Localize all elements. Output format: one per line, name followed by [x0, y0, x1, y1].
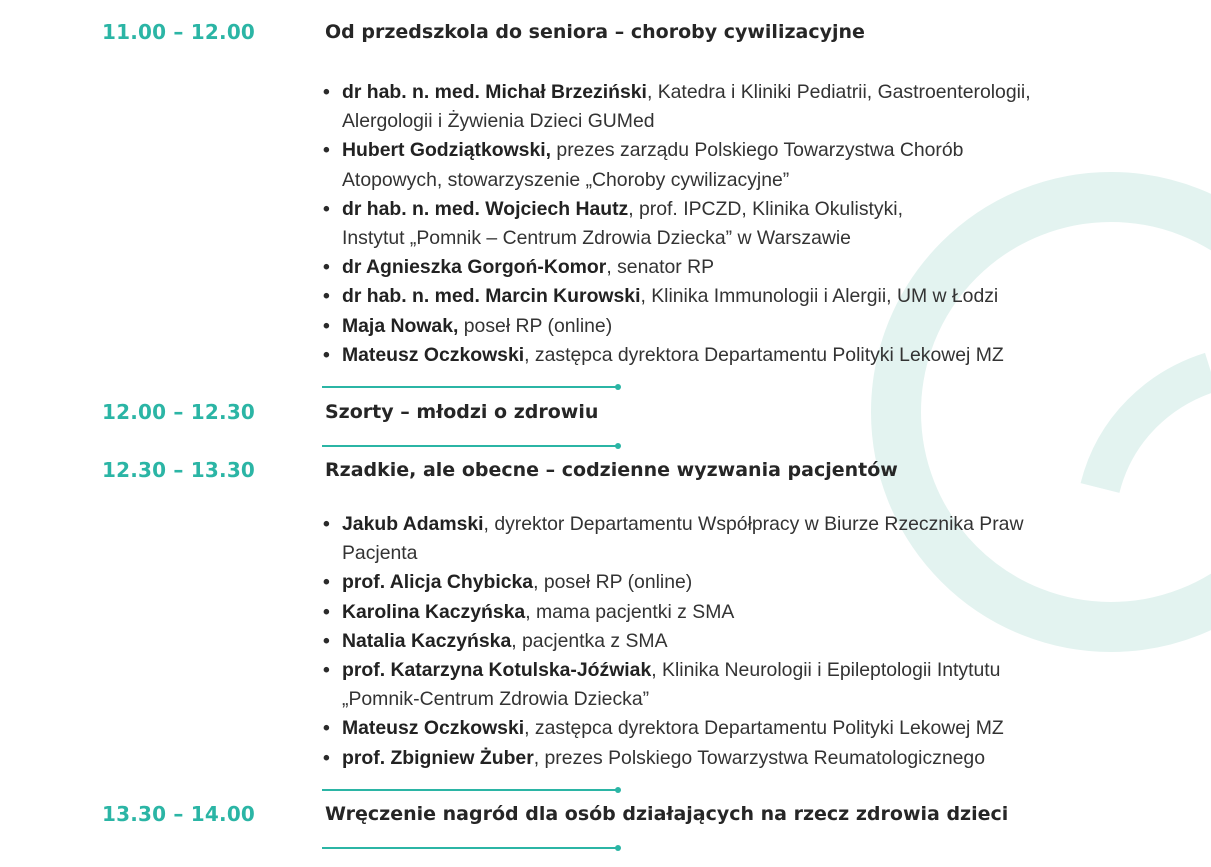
speaker-item [322, 714, 1122, 743]
speaker-list [322, 510, 1122, 773]
bullet-icon: • [323, 717, 330, 740]
speaker-name: Maja Nowak, [342, 314, 459, 337]
bullet-icon: • [323, 513, 330, 535]
speaker-item [322, 195, 1122, 253]
bullet-icon: • [323, 571, 330, 594]
bullet-icon: • [323, 659, 330, 682]
speaker-description: , zastępca dyrektora Departamentu Polityki Lekowej MZ [524, 343, 1004, 366]
session-title: Wręczenie nagród dla osób działających na rzecz zdrowia dzieci [325, 803, 1009, 825]
speaker-description: , pacjentka z SMA [511, 629, 668, 652]
divider-dot [615, 443, 621, 449]
bullet-icon: • [323, 285, 330, 308]
speaker-description-continued: Instytut „Pomnik – Centrum Zdrowia Dziecka” w Warszawie [342, 227, 851, 250]
speaker-item [322, 78, 1122, 136]
speaker-item [322, 510, 1122, 568]
speaker-name: prof. Alicja Chybicka [342, 571, 534, 594]
speaker-name: dr hab. n. med. Wojciech Hautz [342, 197, 629, 220]
bullet-icon: • [323, 139, 330, 162]
bullet-icon: • [323, 197, 330, 220]
section-divider [322, 445, 618, 447]
speaker-item [322, 598, 1122, 627]
bullet-icon: • [323, 746, 330, 769]
speaker-item [322, 253, 1122, 282]
speaker-description: , senator RP [606, 256, 715, 279]
speaker-description-continued: Alergologii i Żywienia Dzieci GUMed [342, 110, 655, 133]
bullet-icon: • [323, 600, 330, 623]
session-title: Od przedszkola do seniora – choroby cywilizacyjne [325, 21, 865, 43]
speaker-description: , prof. IPCZD, Klinika Okulistyki, [628, 197, 903, 220]
speaker-item [322, 312, 1122, 341]
bullet-icon: • [323, 314, 330, 337]
speaker-item [322, 627, 1122, 656]
section-divider [322, 789, 618, 791]
speaker-item [322, 568, 1122, 597]
speaker-name: Mateusz Oczkowski [342, 717, 525, 740]
bullet-icon: • [323, 629, 330, 652]
speaker-item [322, 744, 1122, 773]
divider-dot [615, 384, 621, 390]
speaker-name: Mateusz Oczkowski [342, 343, 525, 366]
divider-dot [615, 845, 621, 851]
speaker-description: , Klinika Neurologii i Epileptologii Intytutu [651, 659, 1001, 682]
speaker-description-continued: „Pomnik-Centrum Zdrowia Dziecka” [342, 688, 650, 711]
bullet-icon: • [323, 343, 330, 366]
section-divider [322, 847, 618, 849]
speaker-name: dr hab. n. med. Marcin Kurowski [342, 285, 641, 308]
speaker-name: Jakub Adamski [342, 513, 484, 535]
speaker-description: poseł RP (online) [458, 314, 613, 337]
speaker-item [322, 341, 1122, 370]
session-title: Rzadkie, ale obecne – codzienne wyzwania pacjentów [325, 459, 898, 481]
speaker-name: Karolina Kaczyńska [342, 600, 526, 623]
speaker-description-continued: Pacjenta [342, 542, 418, 565]
bullet-icon: • [323, 81, 330, 103]
speaker-item [322, 282, 1122, 311]
session-title: Szorty – młodzi o zdrowiu [325, 401, 599, 423]
bullet-icon: • [323, 256, 330, 279]
speaker-description: , prezes Polskiego Towarzystwa Reumatologicznego [533, 746, 985, 769]
session-time: 12.30 – 13.30 [102, 458, 256, 482]
speaker-description: , zastępca dyrektora Departamentu Polityki Lekowej MZ [524, 717, 1004, 740]
speaker-item [322, 656, 1122, 714]
speaker-description: , Katedra i Kliniki Pediatrii, Gastroenterologii, [646, 81, 1031, 103]
session-time: 13.30 – 14.00 [102, 802, 256, 826]
speaker-list [322, 78, 1122, 370]
speaker-name: prof. Zbigniew Żuber [342, 746, 534, 769]
section-divider [322, 386, 618, 388]
session-time: 12.00 – 12.30 [102, 400, 256, 424]
speaker-description: , poseł RP (online) [533, 571, 693, 594]
speaker-description: prezes zarządu Polskiego Towarzystwa Chorób [551, 139, 964, 162]
speaker-description: , mama pacjentki z SMA [525, 600, 735, 623]
session-time: 11.00 – 12.00 [102, 20, 256, 44]
speaker-description: , dyrektor Departamentu Współpracy w Biurze Rzecznika Praw [483, 513, 1024, 535]
divider-dot [615, 787, 621, 793]
speaker-name: prof. Katarzyna Kotulska-Jóźwiak [342, 659, 652, 682]
speaker-description-continued: Atopowych, stowarzyszenie „Choroby cywilizacyjne” [342, 168, 790, 191]
speaker-name: Hubert Godziątkowski, [342, 139, 552, 162]
speaker-item [322, 136, 1122, 194]
speaker-name: dr hab. n. med. Michał Brzeziński [342, 81, 647, 103]
speaker-description: , Klinika Immunologii i Alergii, UM w Łodzi [640, 285, 999, 308]
speaker-name: dr Agnieszka Gorgoń-Komor [342, 256, 607, 279]
speaker-name: Natalia Kaczyńska [342, 629, 512, 652]
